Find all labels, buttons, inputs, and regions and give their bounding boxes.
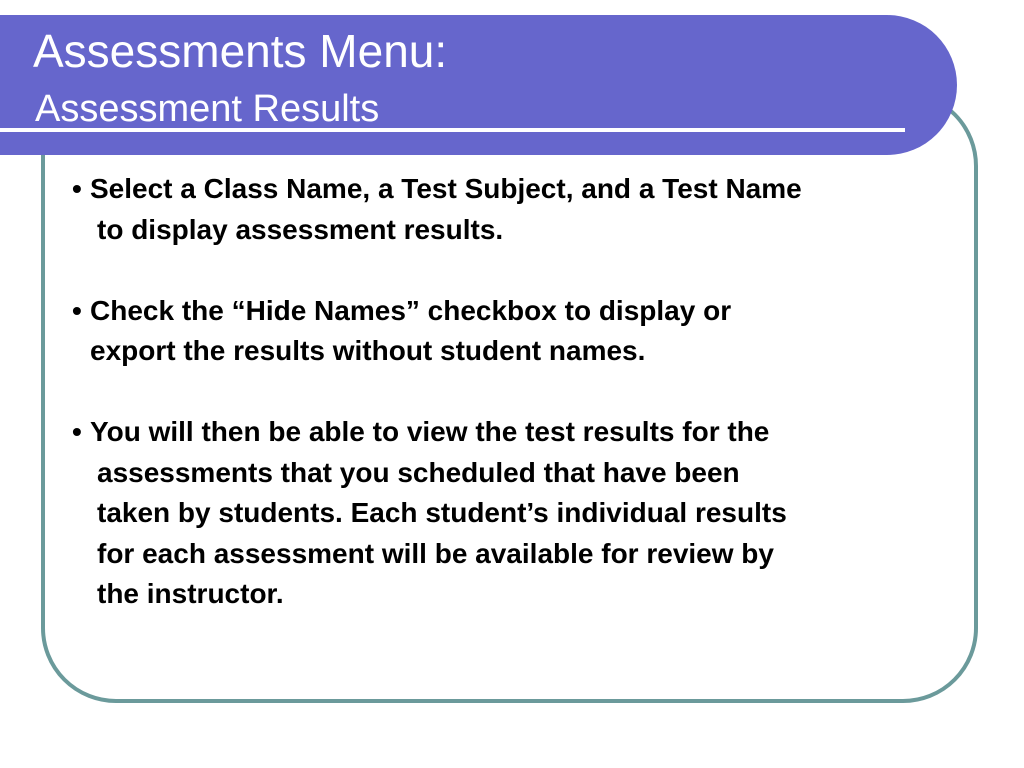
bullet-text: You will then be able to view the test results for the [90, 416, 770, 447]
bullet-text: Select a Class Name, a Test Subject, and a Test Name [90, 173, 802, 204]
bullet-marker: • [72, 294, 82, 326]
bullet-item [72, 412, 972, 615]
bullet-continuation: assessments that you scheduled that have been [97, 456, 740, 488]
bullet-line [72, 169, 972, 210]
bullet-continuation: to display assessment results. [97, 213, 504, 245]
bullet-line [72, 291, 972, 332]
bullet-marker: • [72, 173, 82, 204]
bullet-line [72, 412, 972, 453]
bullet-marker: • [72, 416, 82, 447]
bullet-continuation: export the results without student names. [90, 335, 646, 366]
bullet-continuation: for each assessment will be available for review by [97, 537, 774, 569]
slide-title: Assessments Menu: [33, 25, 448, 77]
slide-subtitle: Assessment Results [35, 88, 380, 130]
bullet-item [72, 291, 972, 372]
bullet-continuation: taken by students. Each student’s individual results [97, 497, 787, 528]
bullet-text: Check the “Hide Names” checkbox to display or [90, 294, 732, 326]
bullet-item [72, 169, 972, 250]
bullet-list [72, 169, 972, 655]
bullet-continuation: the instructor. [97, 578, 284, 609]
